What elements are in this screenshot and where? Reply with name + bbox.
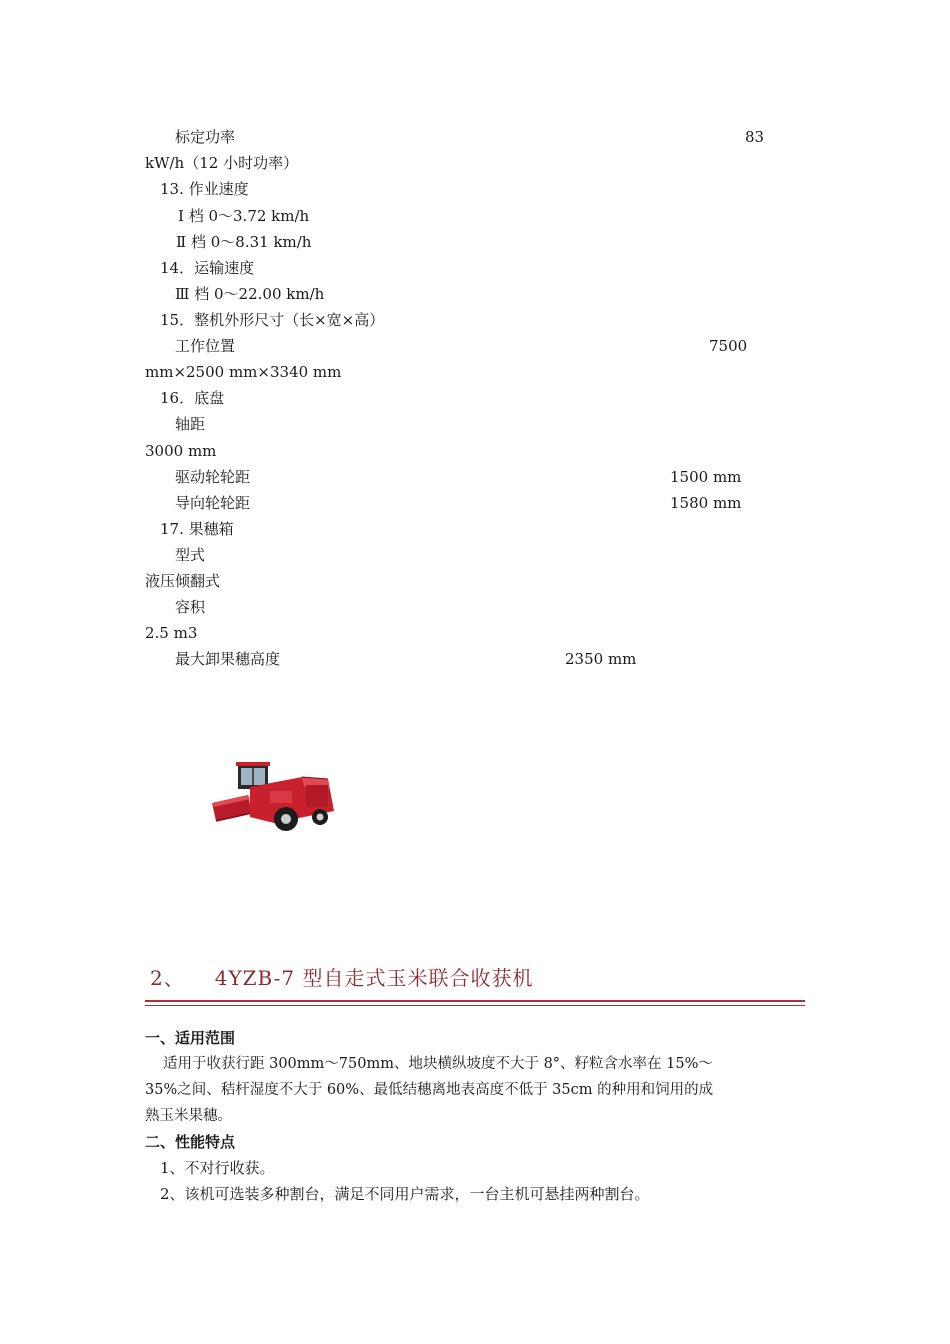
- rated-power-label: 标定功率: [175, 128, 236, 146]
- max-unload-value: 2350 mm: [565, 650, 637, 668]
- rated-power-value: 83: [745, 128, 765, 146]
- gear-3-speed: Ⅲ 档 0～22.00 km/h: [175, 285, 325, 303]
- section-2-number: 2、: [150, 966, 185, 990]
- item-13-heading: 13. 作业速度: [160, 180, 249, 198]
- gear-2-speed: Ⅱ 档 0～8.31 km/h: [176, 233, 312, 251]
- type-label: 型式: [175, 546, 206, 564]
- work-position-value: 7500: [709, 337, 748, 355]
- item-15-heading: 15．整机外形尺寸（长×宽×高）: [160, 311, 385, 329]
- item-17-heading: 17. 果穗箱: [160, 520, 234, 538]
- drive-track-value: 1500 mm: [670, 468, 742, 486]
- work-position-dimensions: mm×2500 mm×3340 mm: [145, 363, 342, 381]
- section-2-title-text: 4YZB-7 型自走式玉米联合收获机: [214, 966, 534, 990]
- volume-label: 容积: [175, 598, 206, 616]
- wheelbase-label: 轴距: [175, 415, 206, 433]
- feature-2: 2、该机可选装多种割台，满足不同用户需求，一台主机可悬挂两种割台。: [160, 1185, 650, 1203]
- steer-track-label: 导向轮轮距: [175, 494, 251, 512]
- steer-track-value: 1580 mm: [670, 494, 742, 512]
- drive-track-label: 驱动轮轮距: [175, 468, 251, 486]
- work-position-label: 工作位置: [175, 337, 236, 355]
- scope-line-2: 35%之间、秸杆湿度不大于 60%、最低结穗离地表高度不低于 35cm 的种用和饲用的成: [145, 1082, 714, 1098]
- scope-line-1: 适用于收获行距 300mm～750mm、地块横纵坡度不大于 8°、籽粒含水率在 15%～: [163, 1056, 713, 1072]
- volume-value: 2.5 m3: [145, 624, 198, 642]
- features-heading: 二、性能特点: [145, 1133, 236, 1151]
- item-16-heading: 16．底盘: [160, 389, 225, 407]
- type-value: 液压倾翻式: [145, 572, 221, 590]
- title-divider-thick: [145, 1000, 805, 1002]
- section-2-title: [150, 962, 533, 991]
- rated-power-unit: kW/h（12 小时功率）: [145, 154, 299, 172]
- harvester-image: [210, 755, 340, 835]
- feature-1: 1、不对行收获。: [160, 1159, 275, 1177]
- title-divider-thin: [145, 1005, 805, 1006]
- wheelbase-value: 3000 mm: [145, 442, 217, 460]
- max-unload-label: 最大卸果穗高度: [175, 650, 281, 668]
- item-14-heading: 14．运输速度: [160, 259, 255, 277]
- gear-1-speed: Ⅰ 档 0～3.72 km/h: [178, 207, 310, 225]
- scope-heading: 一、适用范围: [145, 1029, 236, 1047]
- scope-line-3: 熟玉米果穗。: [145, 1108, 232, 1124]
